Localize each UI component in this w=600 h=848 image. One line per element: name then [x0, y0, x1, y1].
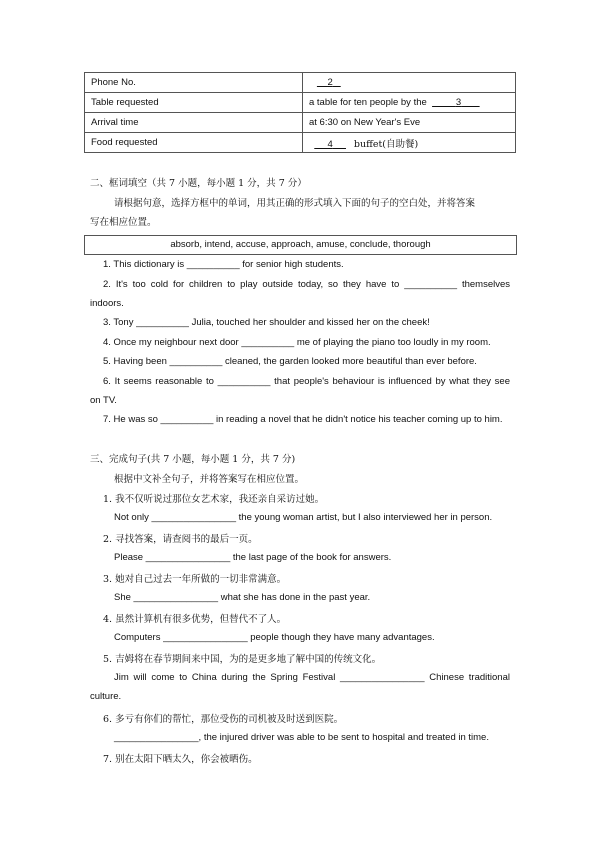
question-cn: 4. 虽然计算机有很多优势，但替代不了人。 — [103, 614, 287, 625]
question-en: She ________________ what she has done in the past year. — [114, 592, 371, 603]
table-label: Arrival time — [85, 113, 303, 133]
exercise-item: 7. He was so __________ in reading a novel that he didn't notice his teacher coming up to him. — [103, 414, 503, 425]
question-en: Not only ________________ the young woman artist, but I also interviewed her in person. — [114, 512, 493, 523]
question-en: Jim will come to China during the Spring Festival ________________ Chinese traditional — [114, 672, 510, 683]
question-en: Please ________________ the last page of the book for answers. — [114, 552, 392, 563]
table-value: 4 buffet(自助餐) — [303, 133, 516, 153]
section3-title: 三、完成句子(共 7 小题，每小题 1 分，共 7 分) — [90, 454, 296, 465]
question-en: ________________, the injured driver was able to be sent to hospital and treated in time. — [114, 732, 489, 743]
exercise-item: 1. This dictionary is __________ for senior high students. — [103, 259, 344, 270]
table-label: Table requested — [85, 93, 303, 113]
table-label: Phone No. — [85, 73, 303, 93]
exercise-item: 6. It seems reasonable to __________ that people's behaviour is influenced by what they see — [103, 376, 510, 387]
question-en: Computers ________________ people though they have many advantages. — [114, 632, 435, 643]
table-value: a table for ten people by the 3 — [303, 93, 516, 113]
blank-answer: 4 — [327, 138, 333, 150]
exercise-item: 3. Tony __________ Julia, touched her shoulder and kissed her on the cheek! — [103, 317, 430, 328]
section2-instruction: 请根据句意，选择方框中的单词，用其正确的形式填入下面的句子的空白处，并将答案 — [114, 198, 476, 209]
question-cn: 6. 多亏有你们的帮忙，那位受伤的司机被及时送到医院。 — [103, 714, 344, 725]
question-cn: 7. 别在太阳下晒太久，你会被晒伤。 — [103, 754, 258, 765]
info-table — [84, 72, 516, 153]
question-en-cont: culture. — [90, 691, 122, 702]
table-label: Food requested — [85, 133, 303, 153]
section3-instruction: 根据中文补全句子，并将答案写在相应位置。 — [114, 474, 305, 485]
section2-title: 二、框词填空（共 7 小题，每小题 1 分，共 7 分） — [90, 178, 307, 189]
exercise-item-cont: indoors. — [90, 298, 124, 309]
table-row — [85, 113, 516, 133]
table-row — [85, 133, 516, 153]
question-cn: 5. 吉姆将在春节期间来中国，为的是更多地了解中国的传统文化。 — [103, 654, 382, 665]
blank-answer: 2 — [327, 77, 333, 88]
exercise-item: 2. It's too cold for children to play outside today, so they have to __________ themselves — [103, 279, 510, 290]
question-cn: 1. 我不仅听说过那位女艺术家，我还亲自采访过她。 — [103, 494, 325, 505]
table-row — [85, 93, 516, 113]
exercise-item: 4. Once my neighbour next door __________ me of playing the piano too loudly in my room. — [103, 337, 491, 348]
section2-instruction-cont: 写在相应位置。 — [90, 217, 157, 228]
question-cn: 3. 她对自己过去一年所做的一切非常满意。 — [103, 574, 287, 585]
blank-answer: 3 — [455, 97, 462, 108]
question-cn: 2. 寻找答案，请查阅书的最后一页。 — [103, 534, 258, 545]
table-value — [303, 73, 516, 93]
exercise-item: 5. Having been __________ cleaned, the garden looked more beautiful than ever before. — [103, 356, 477, 367]
table-value: at 6:30 on New Year's Eve — [303, 113, 516, 133]
word-box: absorb, intend, accuse, approach, amuse, conclude, thorough — [84, 235, 517, 255]
table-row — [85, 73, 516, 93]
exercise-item-cont: on TV. — [90, 395, 117, 406]
